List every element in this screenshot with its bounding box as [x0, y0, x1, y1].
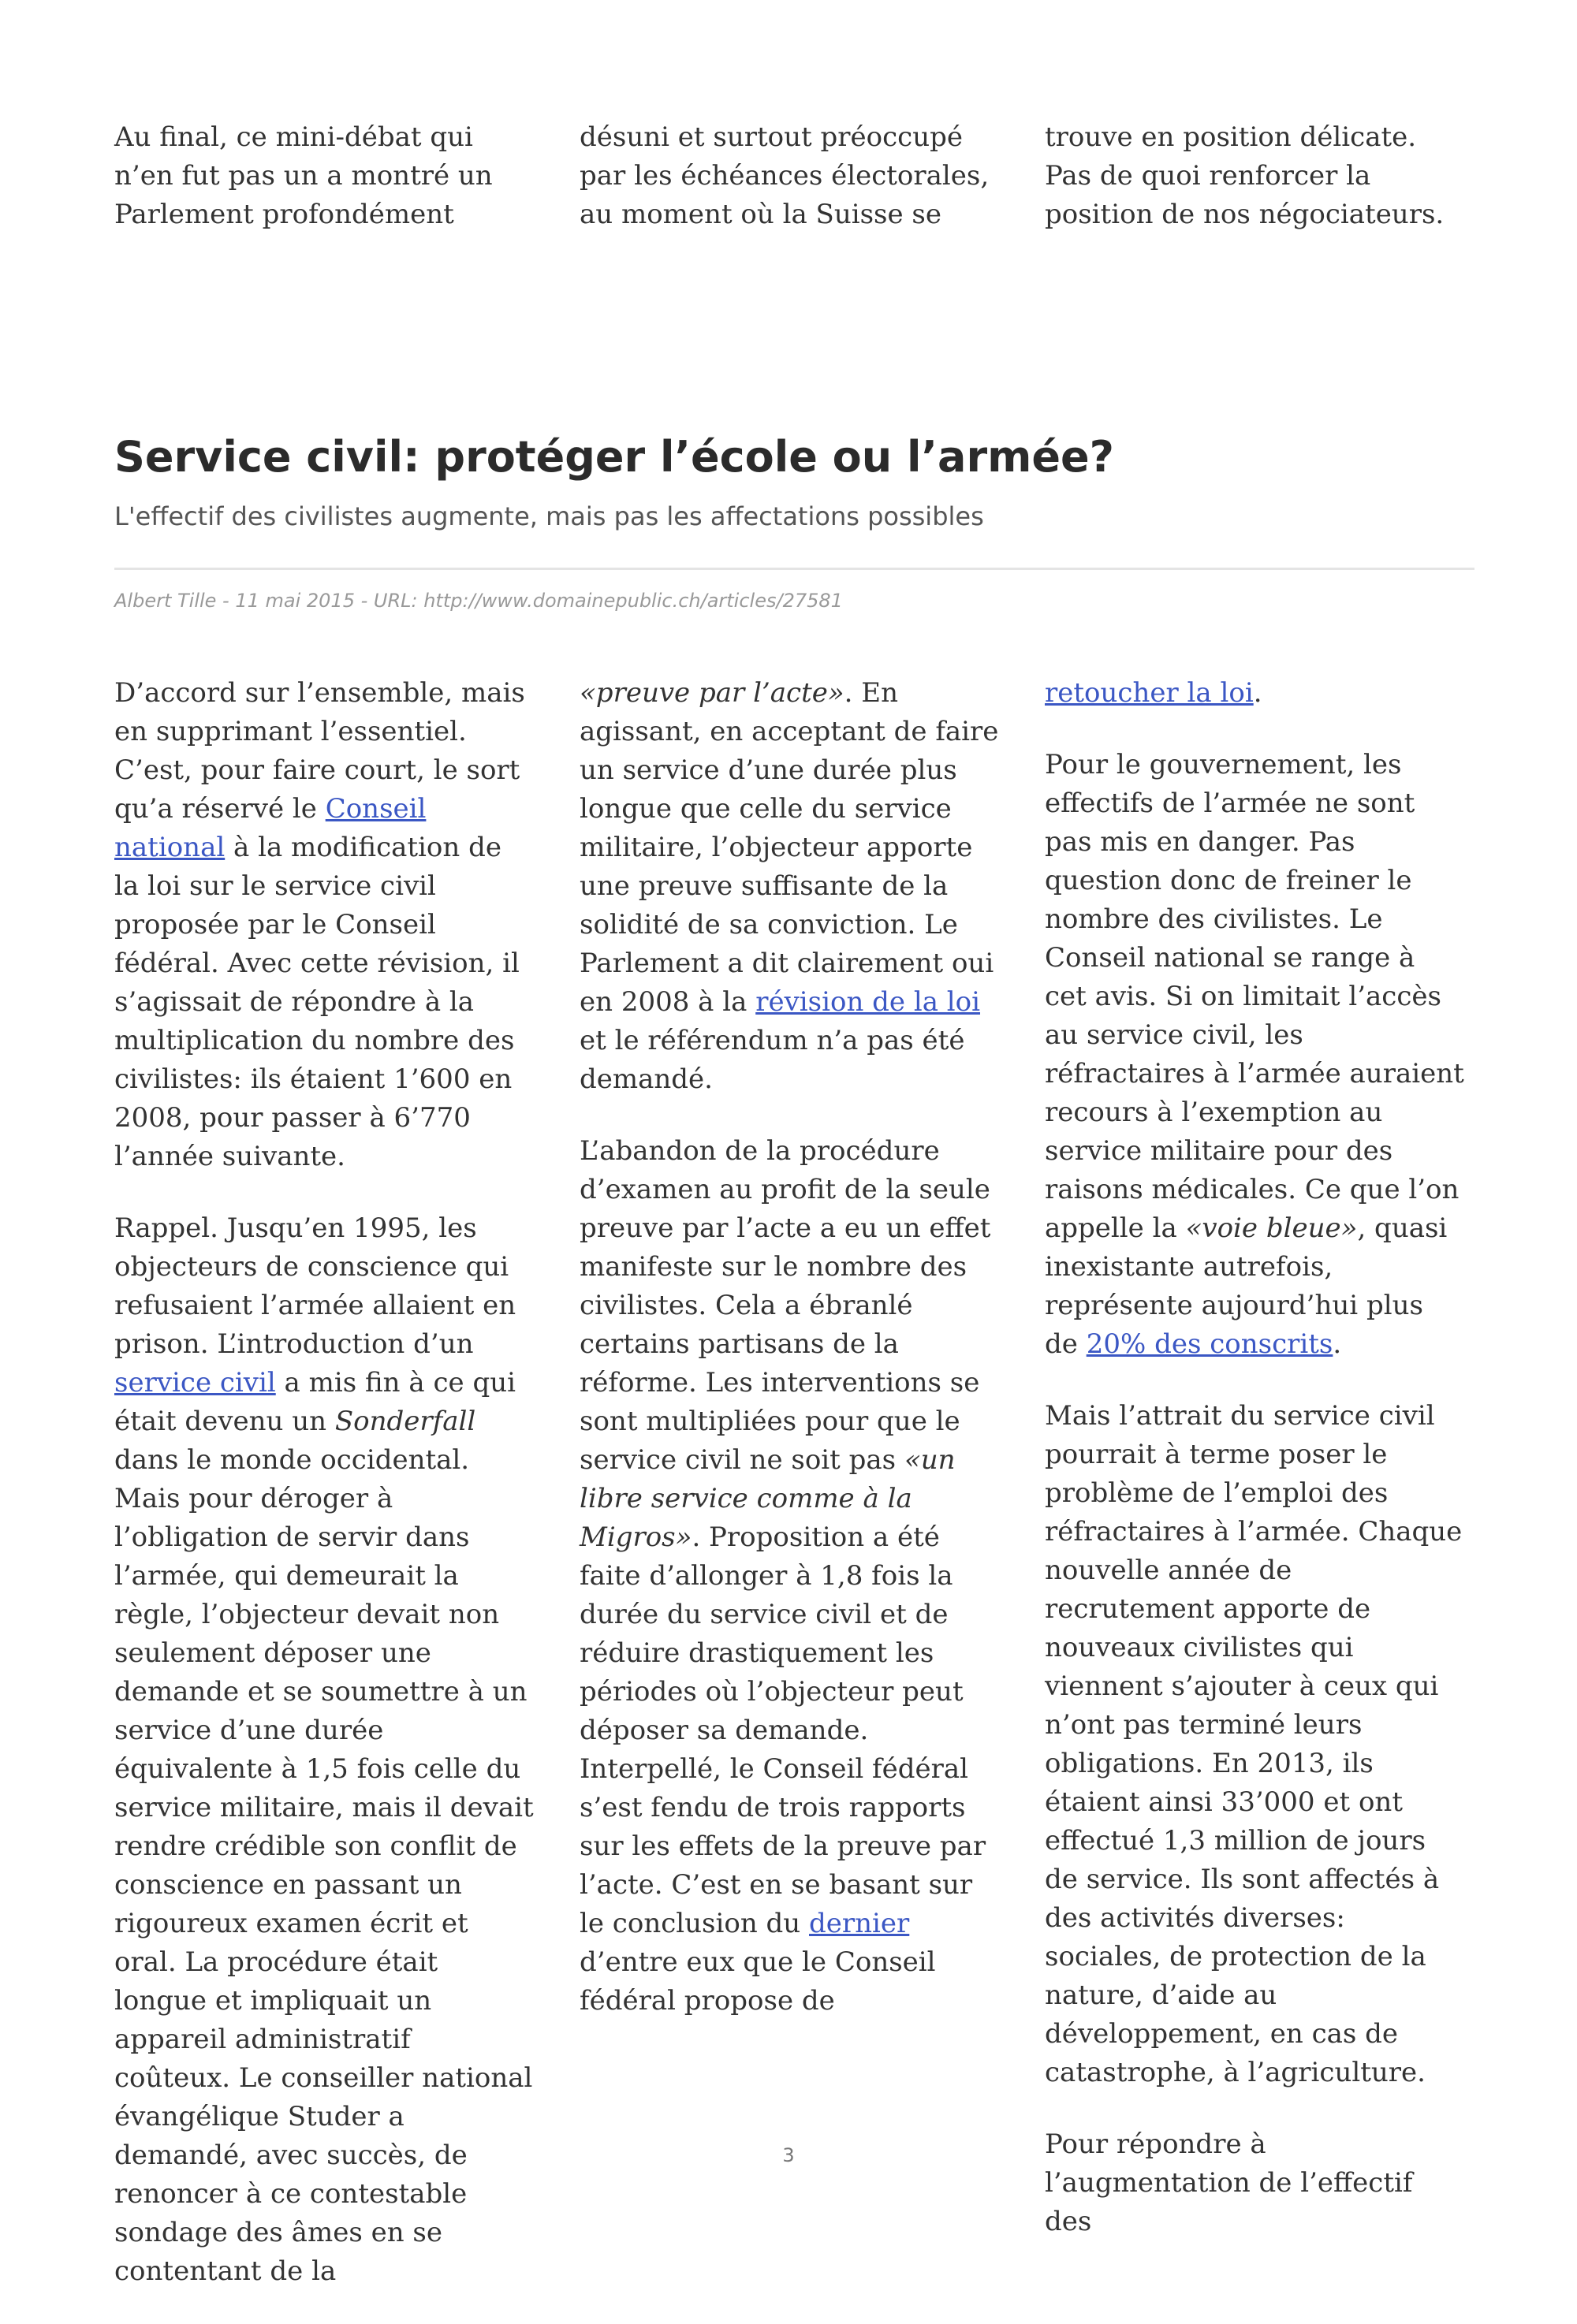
- body-col-3: [1045, 674, 1464, 2324]
- prev-text-3: trouve en position délicate. Pas de quoi renforcer la position de nos négociateurs.: [1045, 121, 1445, 230]
- prev-col-2: [580, 118, 999, 234]
- link-dernier[interactable]: dernier: [809, 1908, 910, 1939]
- paragraph-6: Pour répondre à l’augmentation de l’effectif des: [1045, 2128, 1413, 2237]
- link-service-civil[interactable]: service civil: [114, 1367, 276, 1398]
- article-byline: Albert Tille - 11 mai 2015 - URL: http://www.domainepublic.ch/articles/27581: [114, 590, 843, 612]
- header-divider: [114, 568, 1474, 570]
- prev-col-3: [1045, 118, 1464, 234]
- link-conseil-national[interactable]: Conseil national: [114, 793, 427, 863]
- link-20-pourcent-conscrits[interactable]: 20% des conscrits: [1086, 1328, 1333, 1360]
- prev-text-2: désuni et surtout préoccupé par les échéances électorales, au moment où la Suisse se: [580, 121, 990, 230]
- previous-article-ending: [114, 118, 1474, 234]
- link-retoucher-loi[interactable]: retoucher la loi: [1045, 677, 1254, 709]
- article-subtitle: L'effectif des civilistes augmente, mais pas les affectations possibles: [114, 501, 984, 531]
- paragraph-5: Mais l’attrait du service civil pourrait à terme poser le problème de l’emploi des réfractaires à l’armée. Chaque nouvelle année de recrutement apporte de nouveaux civilistes qui viennent s’ajouter à ceux qui n’ont pas terminé leurs obligations. En 2013, ils étaient ainsi 33’000 et ont effectué 1,3 million de jours de service. Ils sont affectés à des activités diverses: sociales, de protection de la nature, d’aide au développement, en cas de catastrophe, à l’agriculture.: [1045, 1400, 1463, 2088]
- page-number: 3: [782, 2144, 795, 2166]
- link-revision-loi[interactable]: révision de la loi: [755, 986, 981, 1018]
- body-col-1: [114, 674, 534, 2324]
- prev-text-1: Au final, ce mini-débat qui n’en fut pas un a montré un Parlement profondément: [114, 121, 493, 230]
- article-body: [114, 674, 1474, 2324]
- article-title: Service civil: protéger l’école ou l’armée?: [114, 432, 1114, 482]
- paragraph-4: Pour le gouvernement, les effectifs de l’armée ne sont pas mis en danger. Pas question donc de freiner le nombre des civilistes. Le Conseil national se range à cet avis. Si on limitait l’accès au service civil, les réfractaires à l’armée auraient recours à l’exemption au service militaire pour des raisons médicales. Ce que l’on appelle la «voie bleue», quasi inexistante autrefois, représente aujourd’hui plus de 20% des conscrits.: [1045, 749, 1464, 1360]
- paragraph-3: L’abandon de la procédure d’examen au profit de la seule preuve par l’acte a eu un effet manifeste sur le nombre des civilistes. Cela a ébranlé certains partisans de la réforme. Les interventions se sont multipliées pour que le service civil ne soit pas «un libre service comme à la Migros». Proposition a été faite d’allonger à 1,8 fois la durée du service civil et de réduire drastiquement les périodes où l’objecteur peut déposer sa demande. Interpellé, le Conseil fédéral s’est fendu de trois rapports sur les effets de la preuve par l’acte. C’est en se basant sur le conclusion du dernier d’entre eux que le Conseil fédéral propose de: [580, 1135, 991, 2017]
- paragraph-3-end: retoucher la loi.: [1045, 677, 1262, 709]
- paragraph-2a: Rappel. Jusqu’en 1995, les objecteurs de conscience qui refusaient l’armée allaient en prison. L’introduction d’un service civil a mis fin à ce qui était devenu un Sonderfall dans le monde occidental. Mais pour déroger à l’obligation de servir dans l’armée, qui demeurait la règle, l’objecteur devait non seulement déposer une demande et se soumettre à un service d’une durée équivalente à 1,5 fois celle du service militaire, mais il devait rendre crédible son conflit de conscience en passant un rigoureux examen écrit et oral. La procédure était longue et impliquait un appareil administratif coûteux. Le conseiller national évangélique Studer a demandé, avec succès, de renoncer à ce contestable sondage des âmes en se contentant de la: [114, 1212, 534, 2287]
- body-col-2: [580, 674, 999, 2324]
- prev-col-1: [114, 118, 534, 234]
- paragraph-1: D’accord sur l’ensemble, mais en supprimant l’essentiel. C’est, pour faire court, le sort qu’a réservé le Conseil national à la modification de la loi sur le service civil proposée par le Conseil fédéral. Avec cette révision, il s’agissait de répondre à la multiplication du nombre des civilistes: ils étaient 1’600 en 2008, pour passer à 6’770 l’année suivante.: [114, 677, 525, 1172]
- paragraph-2b: «preuve par l’acte». En agissant, en acceptant de faire un service d’une durée plus longue que celle du service militaire, l’objecteur apporte une preuve suffisante de la solidité de sa conviction. Le Parlement a dit clairement oui en 2008 à la révision de la loi et le référendum n’a pas été demandé.: [580, 677, 999, 1095]
